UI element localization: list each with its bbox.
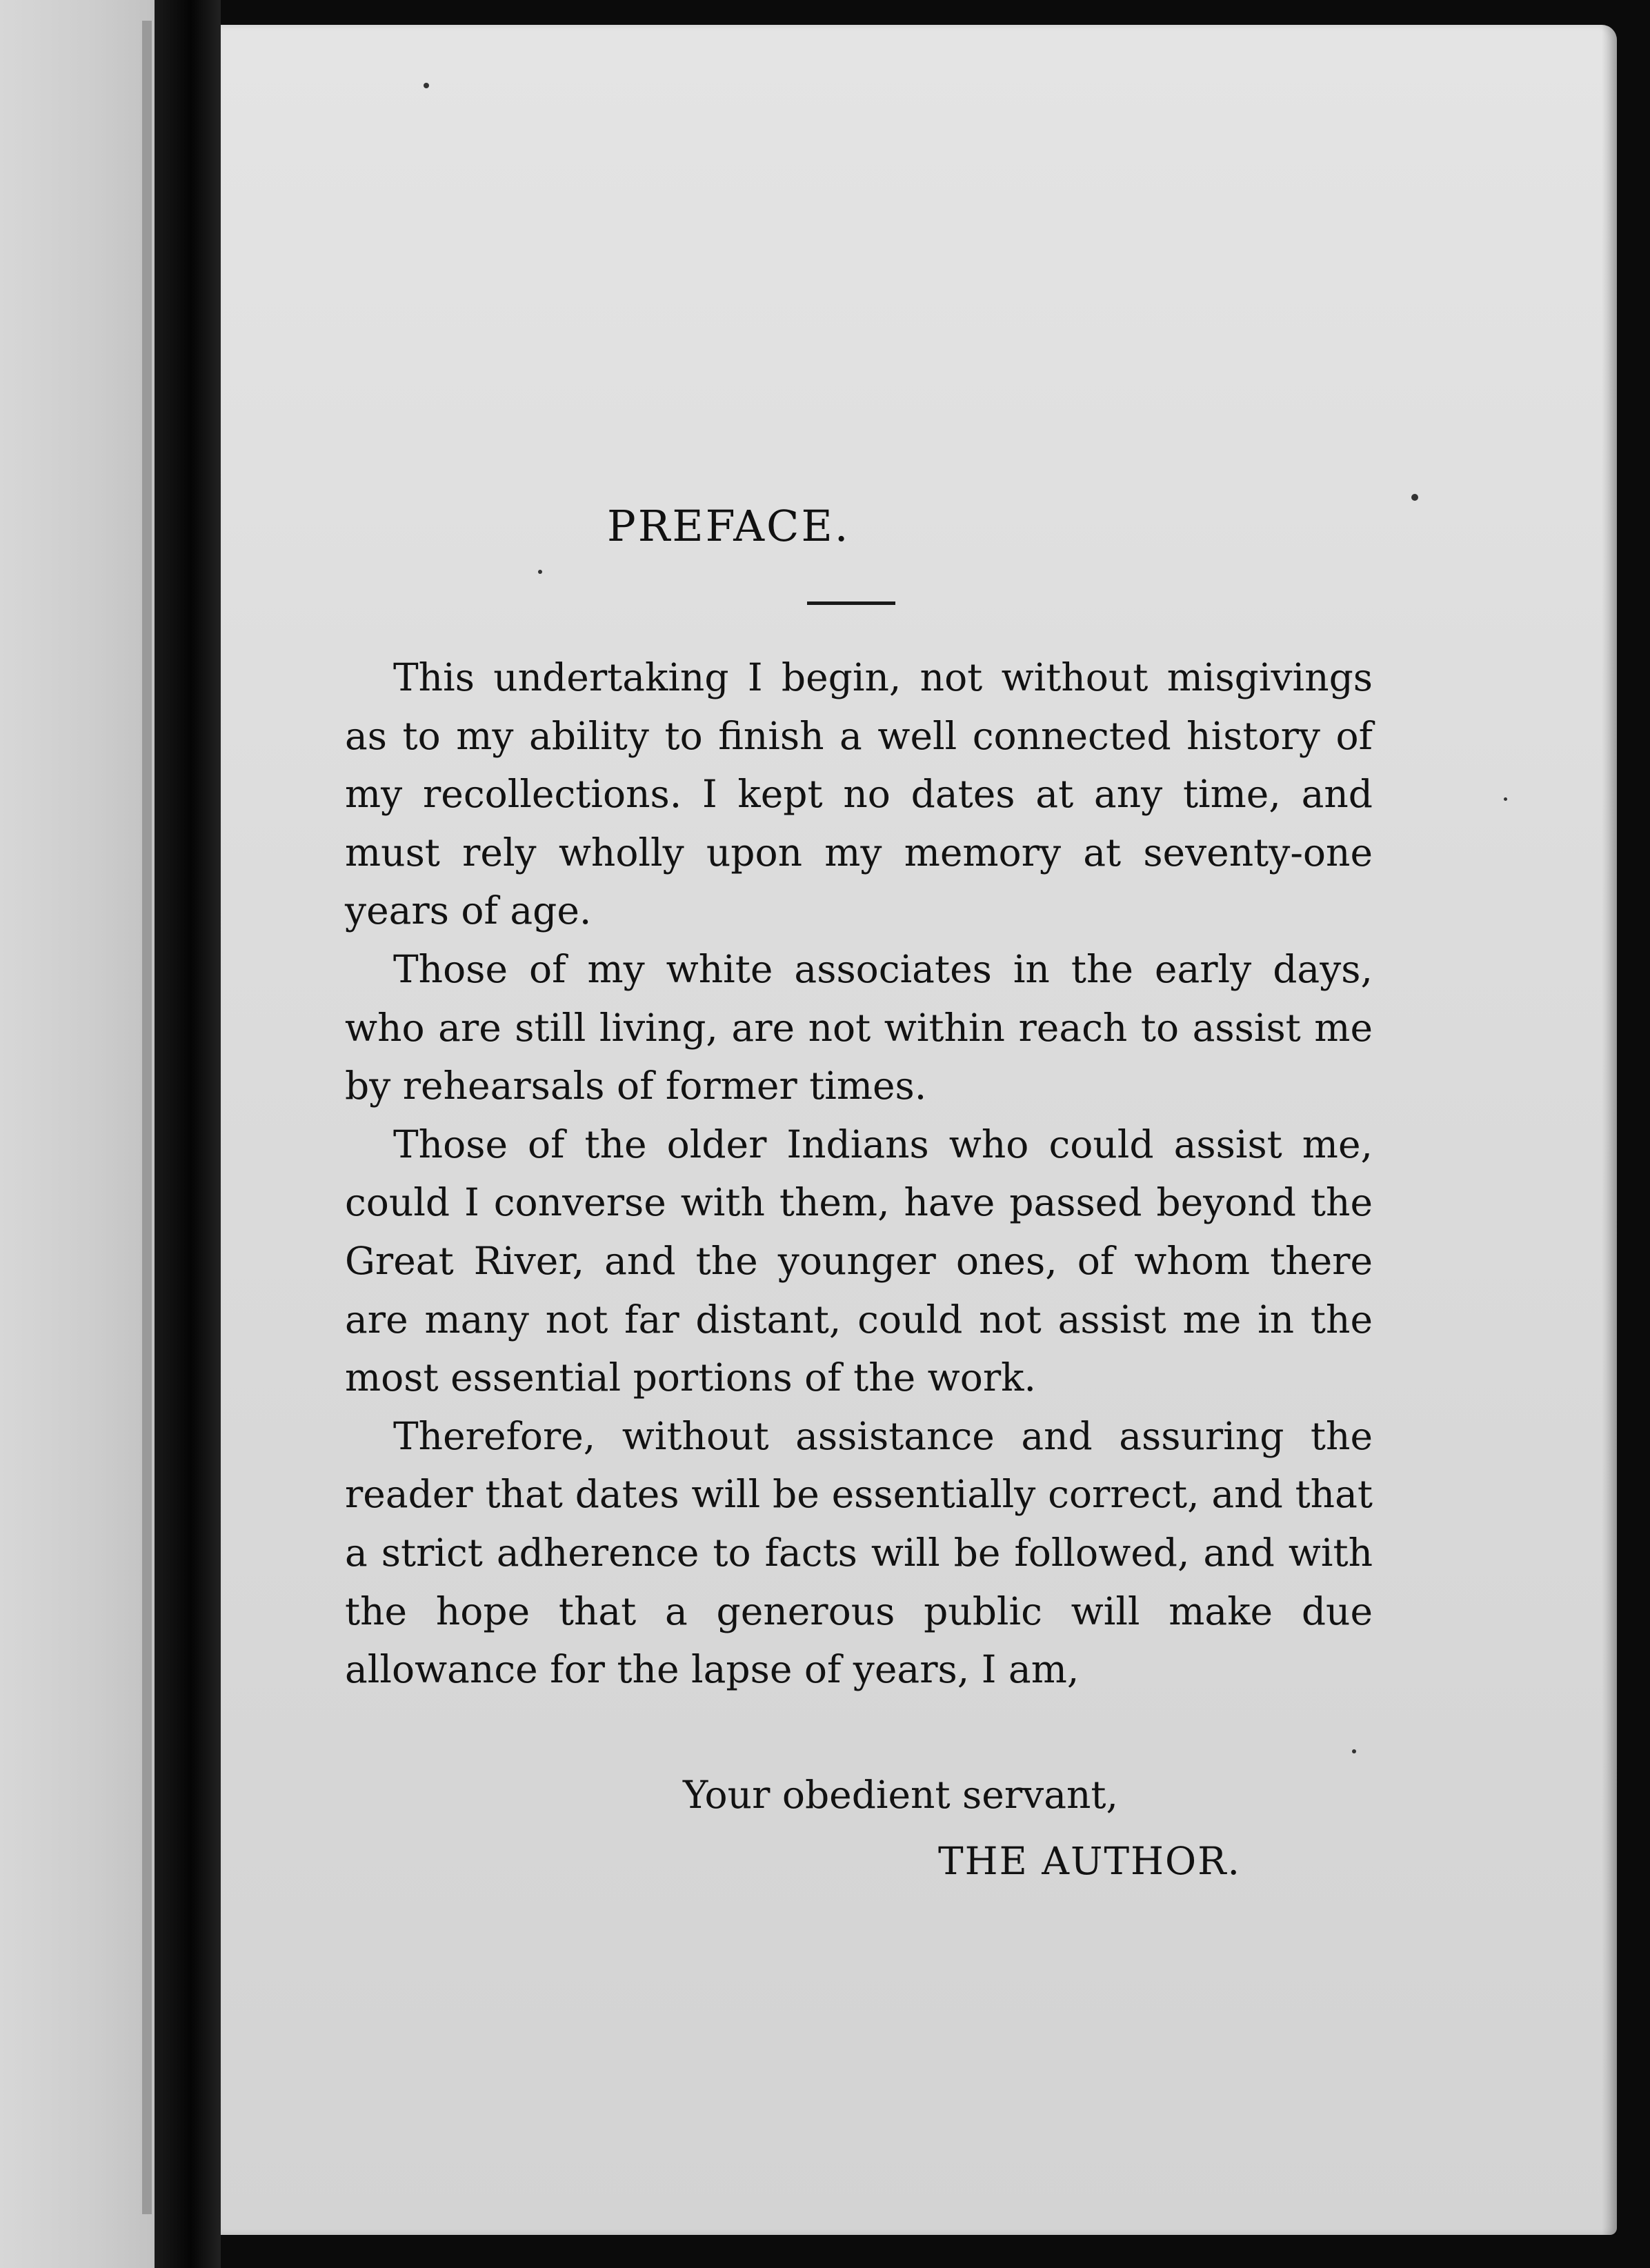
paragraph-3: Those of the older Indians who could assist me, could I converse with them, have passed beyond the Great River, and the younger ones, of whom there are many not far distant, could not assist me in the most essential portions of the work. xyxy=(345,1122,1373,1400)
paragraph-1: This undertaking I begin, not without misgivings as to my ability to finish a well connected history of my recollections. I kept no dates at any time, and must rely wholly upon my memory at seventy-one years of age. xyxy=(345,655,1373,933)
preface-body xyxy=(345,648,1373,1699)
scan-speck xyxy=(424,83,429,88)
facing-page-edge xyxy=(142,21,152,2214)
paragraph-2: Those of my white associates in the early days, who are still living, are not within reach to assist me by rehearsals of former times. xyxy=(345,946,1373,1108)
scan-speck xyxy=(1352,1749,1356,1753)
book-gutter xyxy=(155,0,221,2268)
signature: THE AUTHOR. xyxy=(938,1839,1241,1883)
closing-line: Your obedient servant, xyxy=(683,1773,1118,1817)
title-rule xyxy=(807,601,895,605)
facing-page xyxy=(0,0,155,2268)
scan-speck xyxy=(1411,494,1418,501)
preface-page xyxy=(221,25,1617,2235)
page-edge-shadow xyxy=(1602,25,1617,2235)
page-title: PREFACE. xyxy=(607,501,851,551)
paragraph-4: Therefore, without assistance and assuring the reader that dates will be essentially correct, and that a strict adherence to facts will be followed, and with the hope that a generous public will make due allowance for the lapse of years, I am, xyxy=(345,1413,1373,1692)
scan-speck xyxy=(1504,797,1507,801)
scan-speck xyxy=(538,570,542,574)
